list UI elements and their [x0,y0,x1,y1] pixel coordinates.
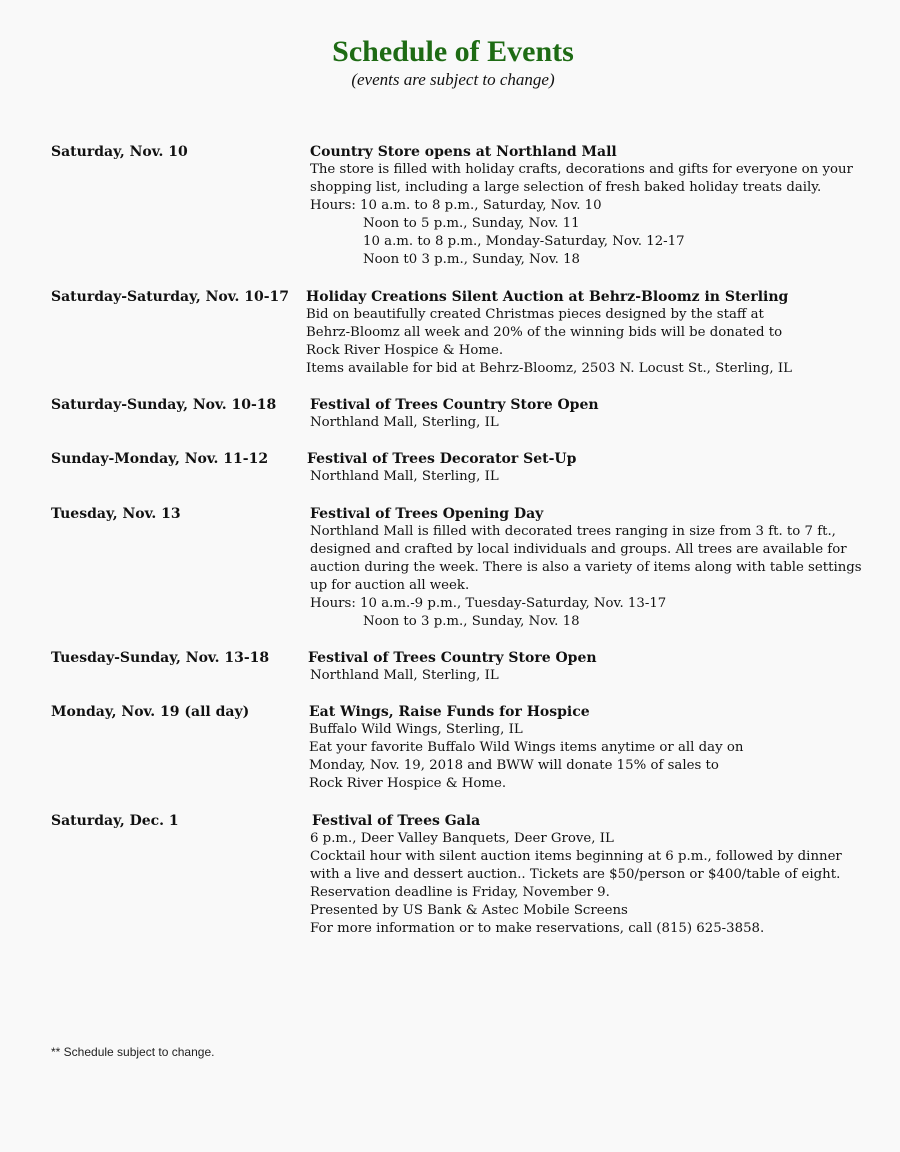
event-hours: Hours: 10 a.m. to 8 p.m., Saturday, Nov. 10 [310,198,602,214]
event-date: Saturday-Sunday, Nov. 10-18 [51,397,277,413]
event-title: Festival of Trees Gala [312,813,481,829]
page-subtitle: (events are subject to change) [351,70,555,89]
event-date: Saturday, Nov. 10 [51,144,188,160]
event-line: shopping list, including a large selection of fresh baked holiday treats daily. [310,180,822,196]
event-title: Eat Wings, Raise Funds for Hospice [309,704,590,720]
event-title: Festival of Trees Decorator Set-Up [307,451,577,467]
event-hours: Hours: 10 a.m.-9 p.m., Tuesday-Saturday, Nov. 13-17 [310,596,667,612]
event-line: Northland Mall, Sterling, IL [310,668,499,683]
event-details [310,505,865,632]
event-line: Northland Mall, Sterling, IL [310,469,499,484]
event-date: Tuesday, Nov. 13 [51,506,181,522]
event-line: Behrz-Bloomz all week and 20% of the winning bids will be donated to [306,325,783,341]
event-details [310,143,865,270]
event-date: Monday, Nov. 19 (all day) [51,704,250,720]
event-details [310,396,865,432]
event-details [306,288,861,378]
event-date: Saturday-Saturday, Nov. 10-17 [51,289,289,305]
event-line: Eat your favorite Buffalo Wild Wings items anytime or all day on [309,740,744,756]
event-details [309,703,864,793]
event-details [307,450,862,486]
event-hours: Noon t0 3 p.m., Sunday, Nov. 18 [363,252,581,268]
event-hours: 10 a.m. to 8 p.m., Monday-Saturday, Nov. 12-17 [363,234,685,250]
event-line: Reservation deadline is Friday, November 9. [310,885,610,901]
page-title: Schedule of Events [332,35,574,68]
event-line: with a live and dessert auction.. Tickets are $50/person or $400/table of eight. [310,867,841,883]
event-line: designed and crafted by local individuals and groups. All trees are available for [310,542,847,558]
event-hours: Noon to 3 p.m., Sunday, Nov. 18 [363,614,580,630]
event-date: Saturday, Dec. 1 [51,813,179,829]
event-line: Northland Mall, Sterling, IL [310,415,499,430]
event-line: Northland Mall is filled with decorated trees ranging in size from 3 ft. to 7 ft., [310,524,836,539]
event-line: Monday, Nov. 19, 2018 and BWW will donate 15% of sales to [309,758,719,774]
event-title: Holiday Creations Silent Auction at Behrz-Bloomz in Sterling [306,289,789,305]
event-hours: Noon to 5 p.m., Sunday, Nov. 11 [363,216,580,232]
event-title: Country Store opens at Northland Mall [310,144,617,160]
event-date: Sunday-Monday, Nov. 11-12 [51,451,269,467]
event-line: Items available for bid at Behrz-Bloomz, 2503 N. Locust St., Sterling, IL [306,361,792,377]
event-date: Tuesday-Sunday, Nov. 13-18 [51,650,270,666]
event-line: Buffalo Wild Wings, Sterling, IL [309,722,523,737]
event-line: For more information or to make reservations, call (815) 625-3858. [310,921,765,937]
event-title: Festival of Trees Country Store Open [310,397,599,413]
event-details [310,812,865,939]
footnote: ** Schedule subject to change. [51,1045,215,1059]
event-line: The store is filled with holiday crafts, decorations and gifts for everyone on your [310,162,853,177]
event-line: auction during the week. There is also a variety of items along with table settings [310,560,862,576]
event-details [308,649,863,685]
event-line: Bid on beautifully created Christmas pieces designed by the staff at [306,307,764,322]
event-title: Festival of Trees Opening Day [310,506,544,522]
event-line: Presented by US Bank & Astec Mobile Screens [310,903,628,919]
event-line: 6 p.m., Deer Valley Banquets, Deer Grove, IL [310,831,614,846]
event-line: Rock River Hospice & Home. [309,776,507,792]
event-line: up for auction all week. [310,578,470,594]
event-line: Rock River Hospice & Home. [306,343,504,359]
event-title: Festival of Trees Country Store Open [308,650,597,666]
event-line: Cocktail hour with silent auction items beginning at 6 p.m., followed by dinner [310,849,842,865]
